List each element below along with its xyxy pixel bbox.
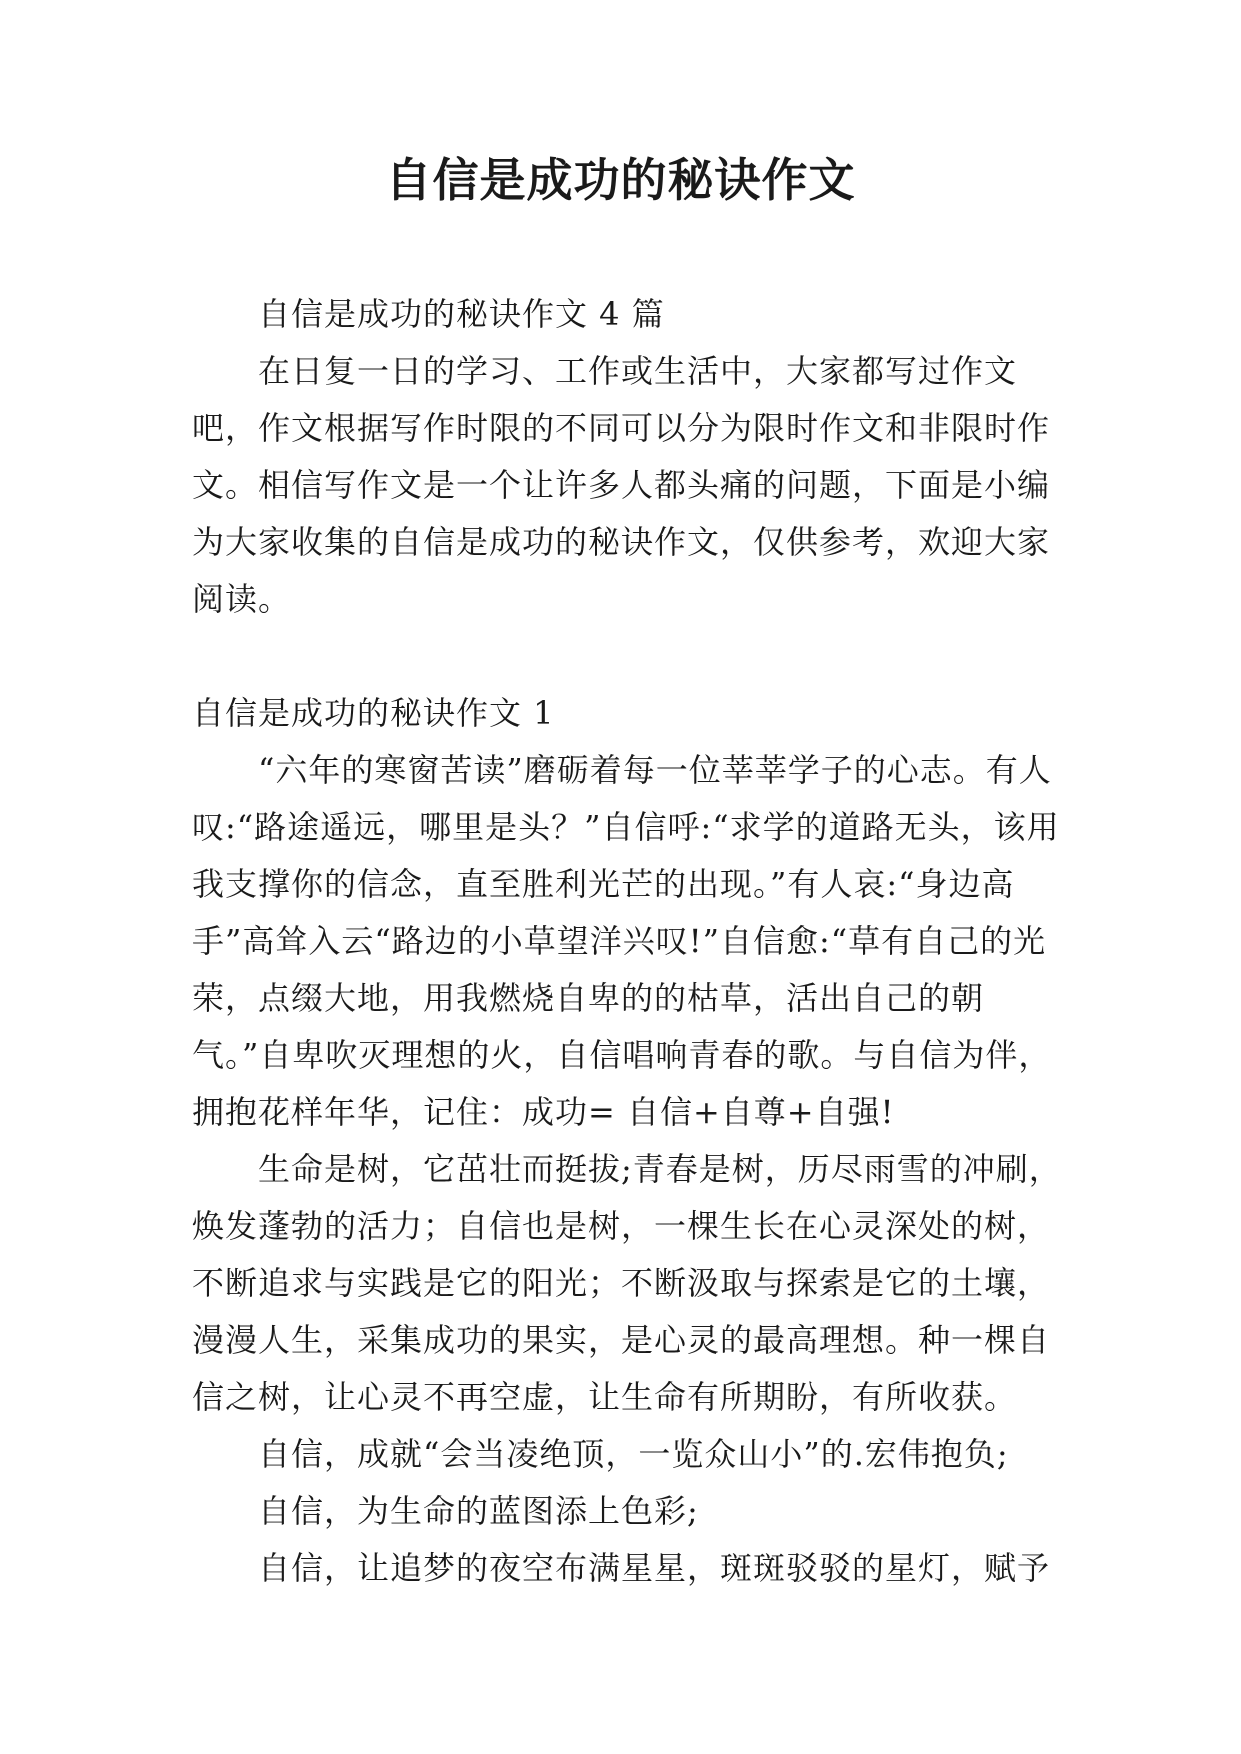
document-subtitle: 自信是成功的秘诀作文 4 篇 xyxy=(258,295,665,333)
document-title: 自信是成功的秘诀作文 xyxy=(385,153,856,207)
body-paragraph-3: 自信，成就“会当凌绝顶，一览众山小”的.宏伟抱负; xyxy=(258,1435,1009,1473)
body-paragraph-5: 自信，让追梦的夜空布满星星，斑斑驳驳的星灯，赋予 xyxy=(258,1549,1051,1587)
intro-paragraph: 在日复一日的学习、工作或生活中，大家都写过作文吧，作文根据写作时限的不同可以分为限时作文和非限时作文。相信写作文是一个让许多人都头痛的问题，下面是小编为大家收集的自信是成功的秘诀作文，仅供参考，欢迎大家阅读。 xyxy=(192,352,1051,618)
body-paragraph-4: 自信，为生命的蓝图添上色彩; xyxy=(258,1492,699,1530)
section-heading: 自信是成功的秘诀作文 1 xyxy=(192,694,555,732)
body-paragraph-2: 生命是树，它茁壮而挺拔;青春是树，历尽雨雪的冲刷，焕发蓬勃的活力；自信也是树，一棵生长在心灵深处的树，不断追求与实践是它的阳光；不断汲取与探索是它的土壤，漫漫人生，采集成功的果实，是心灵的最高理想。种一棵自信之树，让心灵不再空虚，让生命有所期盼，有所收获。 xyxy=(192,1150,1062,1416)
body-paragraph-1: “六年的寒窗苦读”磨砺着每一位莘莘学子的心志。有人叹:“路途遥远，哪里是头？”自信呼:“求学的道路无头，该用我支撑你的信念，直至胜利光芒的出现。”有人哀:“身边高手”高耸入云“路边的小草望洋兴叹!”自信愈:“草有自己的光荣，点缀大地，用我燃烧自卑的的枯草，活出自己的朝气。”自卑吹灭理想的火，自信唱响青春的歌。与自信为伴，拥抱花样年华，记住：成功= 自信+自尊+自强! xyxy=(192,751,1060,1131)
document-body xyxy=(192,286,1072,1597)
